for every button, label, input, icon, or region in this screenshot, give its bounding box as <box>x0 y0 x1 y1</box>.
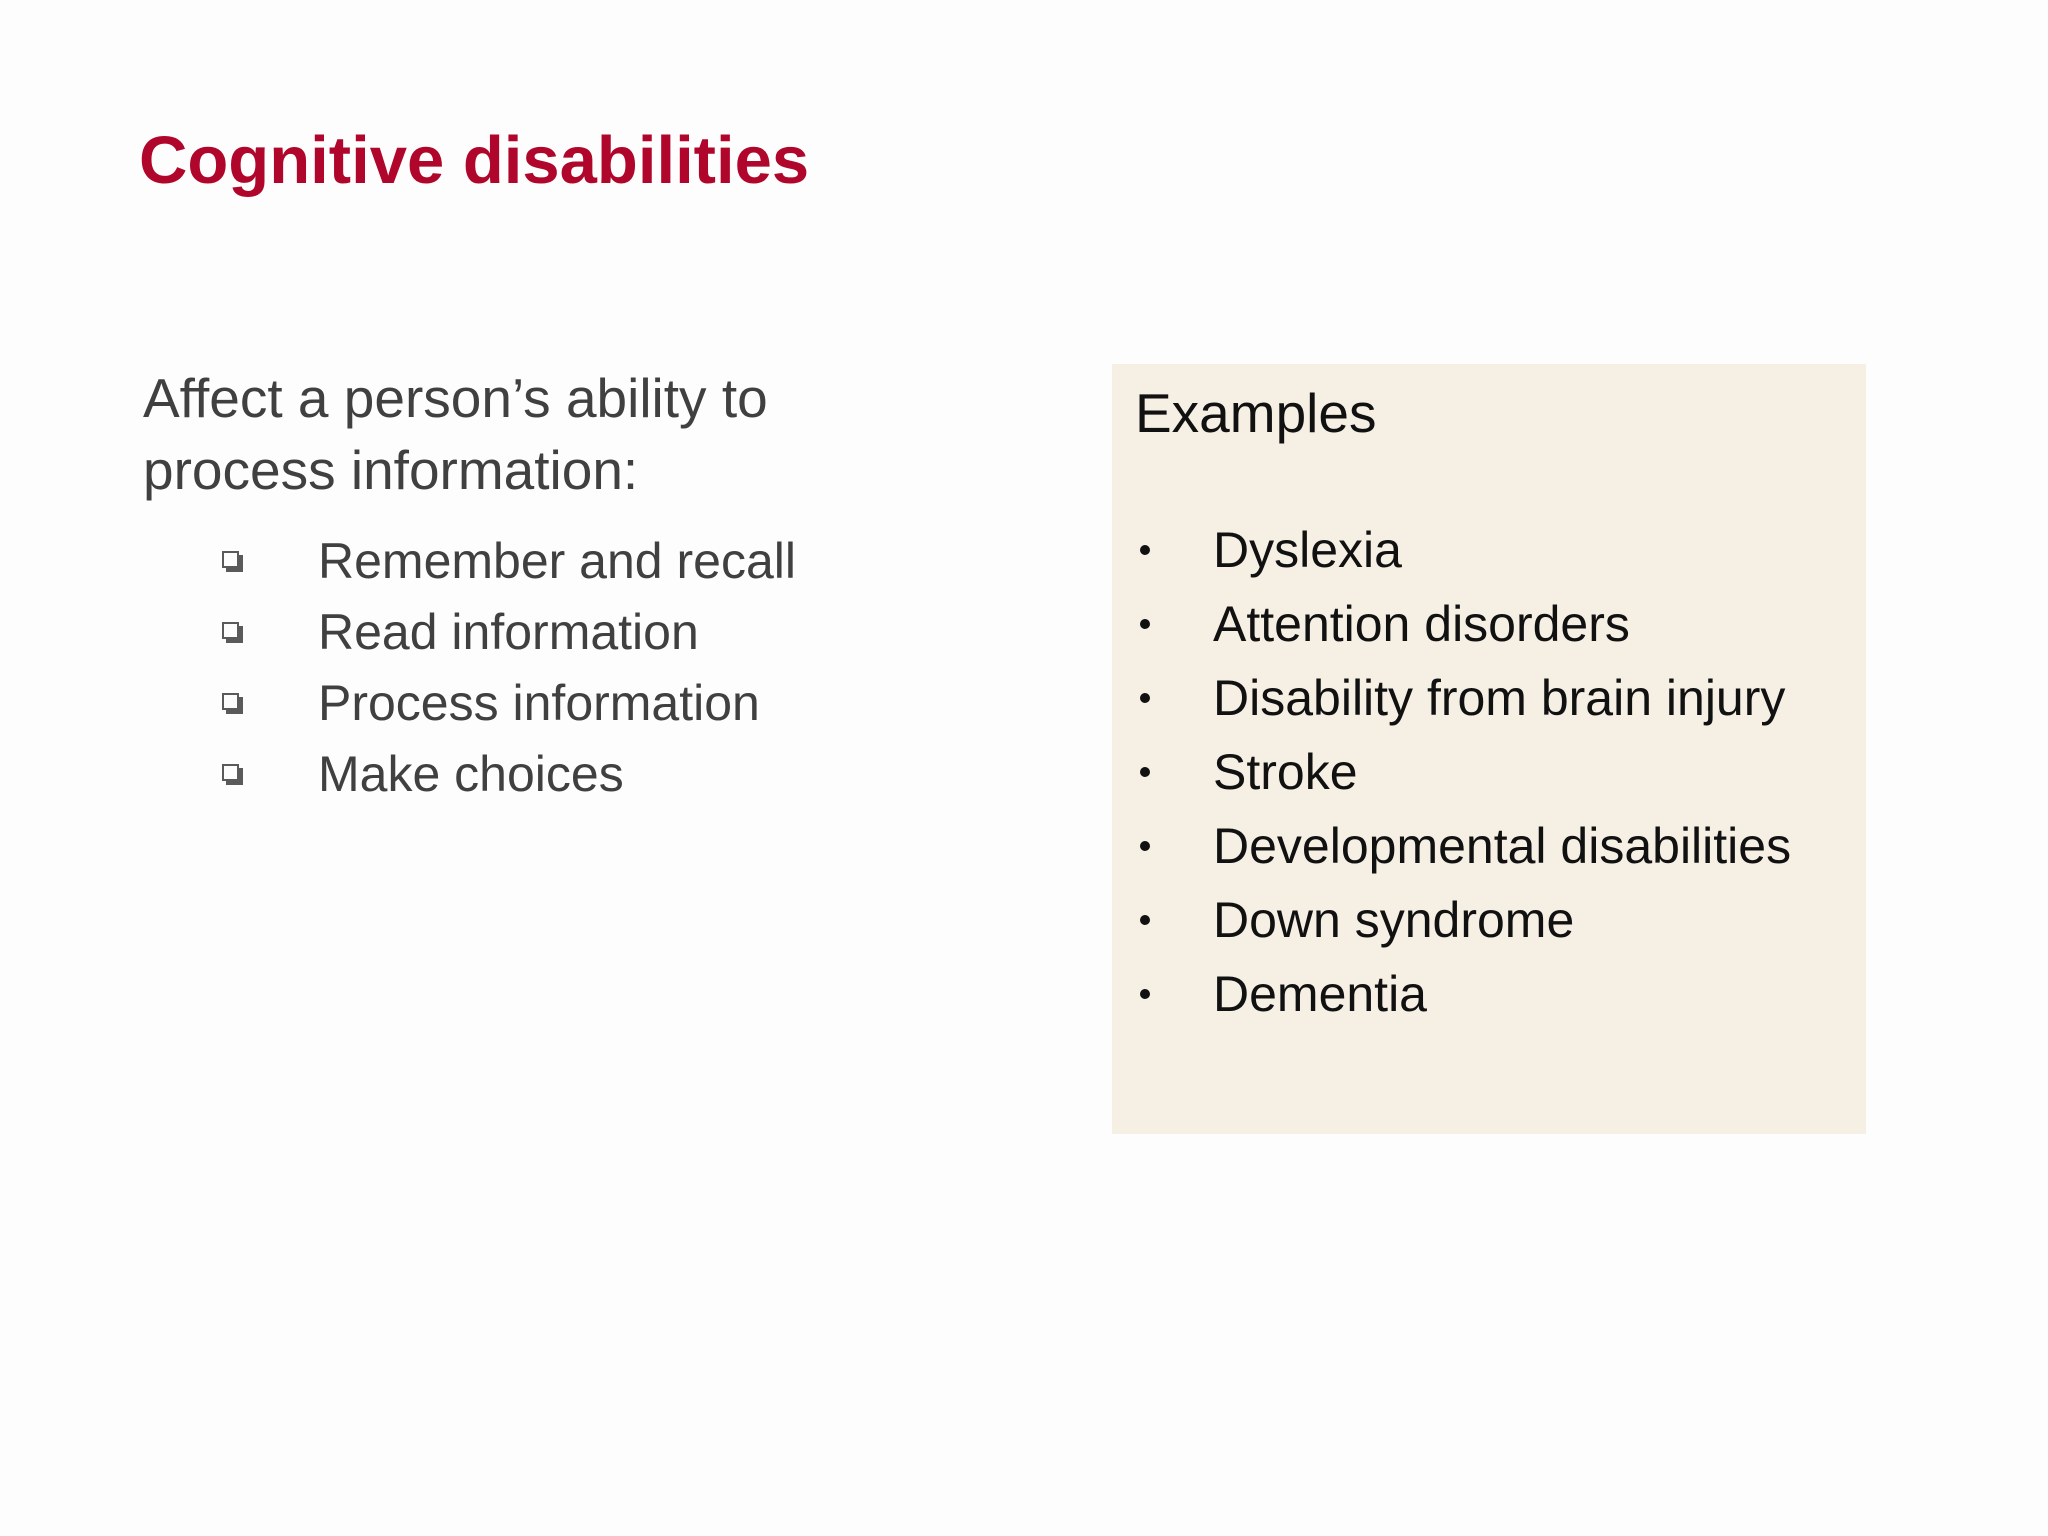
list-item-label: Disability from brain injury <box>1213 670 1786 726</box>
list-item-label: Remember and recall <box>318 532 796 589</box>
slide-title: Cognitive disabilities <box>139 123 810 198</box>
examples-box <box>1112 364 1866 1134</box>
list-item <box>222 596 796 667</box>
examples-heading: Examples <box>1135 382 1377 444</box>
list-item <box>222 738 796 809</box>
list-item <box>222 667 796 738</box>
list-item-label: Developmental disabilities <box>1213 818 1792 874</box>
list-item <box>1135 513 1791 587</box>
list-item-label: Process information <box>318 674 760 731</box>
bullet-icon <box>1135 545 1213 555</box>
list-item <box>1135 735 1791 809</box>
bullet-icon <box>1135 989 1213 999</box>
list-item <box>1135 661 1791 735</box>
bullet-icon <box>1135 619 1213 629</box>
list-item <box>1135 957 1791 1031</box>
list-item-label: Make choices <box>318 745 624 802</box>
list-item <box>222 525 796 596</box>
intro-text: Affect a person’s ability to process information: <box>143 367 768 501</box>
list-item <box>1135 809 1791 883</box>
list-item-label: Dyslexia <box>1213 522 1402 578</box>
examples-list <box>1135 513 1791 1031</box>
bullet-icon <box>1135 767 1213 777</box>
bullet-icon <box>1135 841 1213 851</box>
list-item-label: Stroke <box>1213 744 1358 800</box>
checkbox-bullet-icon <box>222 764 242 784</box>
list-item-label: Read information <box>318 603 699 660</box>
bullet-icon <box>1135 693 1213 703</box>
list-item-label: Down syndrome <box>1213 892 1575 948</box>
checkbox-bullet-icon <box>222 693 242 713</box>
list-item <box>1135 587 1791 661</box>
list-item-label: Dementia <box>1213 966 1427 1022</box>
checkbox-bullet-icon <box>222 622 242 642</box>
list-item <box>1135 883 1791 957</box>
abilities-list <box>222 525 796 809</box>
list-item-label: Attention disorders <box>1213 596 1630 652</box>
bullet-icon <box>1135 915 1213 925</box>
checkbox-bullet-icon <box>222 551 242 571</box>
